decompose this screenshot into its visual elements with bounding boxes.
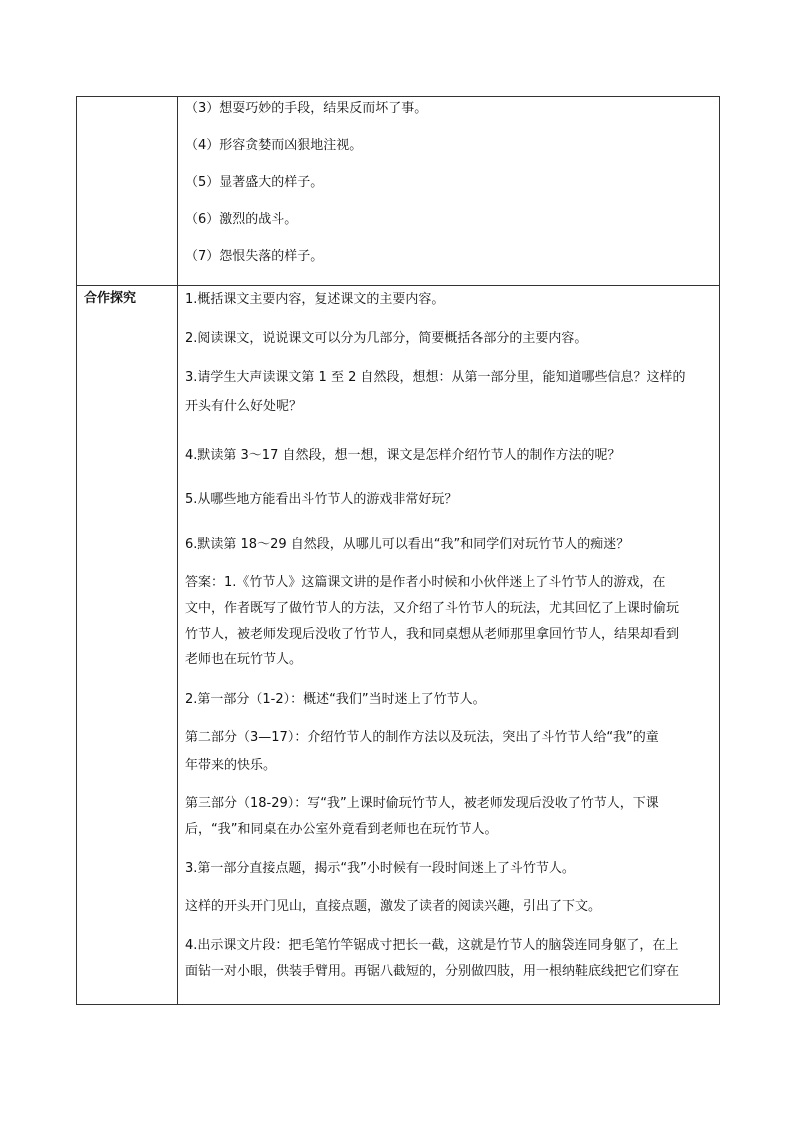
text-line: 2.第一部分（1-2）：概述“我们”当时迷上了竹节人。 xyxy=(185,692,486,707)
text-line: 5.从哪些地方能看出斗竹节人的游戏非常好玩？ xyxy=(185,492,458,507)
text-line: 第三部分（18-29）：写“我”上课时偷玩竹节人，被老师发现后没收了竹节人，下课 xyxy=(185,796,659,811)
text-line: 1.概括课文主要内容，复述课文的主要内容。 xyxy=(185,292,445,307)
text-line: 6.默读第 18～29 自然段，从哪儿可以看出“我”和同学们对玩竹节人的痴迷？ xyxy=(185,537,630,552)
text-line: 竹节人，被老师发现后没收了竹节人，我和同桌想从老师那里拿回竹节人，结果却看到 xyxy=(185,627,680,642)
row2-label-cell xyxy=(77,286,178,1005)
list-item: （4）形容贪婪而凶狠地注视。 xyxy=(185,138,363,153)
lesson-table xyxy=(76,96,720,1005)
text-line: 4.出示课文片段：把毛笔竹竿锯成寸把长一截，这就是竹节人的脑袋连同身躯了，在上 xyxy=(185,938,679,953)
row1-label xyxy=(77,97,177,99)
text-line: 后，“我”和同桌在办公室外竟看到老师也在玩竹节人。 xyxy=(185,822,498,837)
row2-content-cell xyxy=(178,286,720,1005)
text-line: 2.阅读课文，说说课文可以分为几部分，简要概括各部分的主要内容。 xyxy=(185,331,588,346)
text-line: 答案：1.《竹节人》这篇课文讲的是作者小时候和小伙伴迷上了斗竹节人的游戏，在 xyxy=(185,575,666,590)
text-line: 这样的开头开门见山，直接点题，激发了读者的阅读兴趣，引出了下文。 xyxy=(185,899,602,914)
text-line: 3.请学生大声读课文第 1 至 2 自然段，想想：从第一部分里，能知道哪些信息？这样的 xyxy=(185,370,686,385)
section-label-cooperative-inquiry: 合作探究 xyxy=(84,291,137,306)
row1-label-cell xyxy=(77,97,178,286)
text-line: 第二部分（3—17）：介绍竹节人的制作方法以及玩法，突出了斗竹节人给“我”的童 xyxy=(185,730,659,745)
table-row xyxy=(77,97,720,286)
list-item: （7）怨恨失落的样子。 xyxy=(185,249,324,264)
list-item: （5）显著盛大的样子。 xyxy=(185,175,324,190)
list-item: （6）激烈的战斗。 xyxy=(185,212,298,227)
text-line: 老师也在玩竹节人。 xyxy=(185,652,303,667)
list-item: （3）想耍巧妙的手段，结果反而坏了事。 xyxy=(185,101,428,116)
row1-content-cell xyxy=(178,97,720,286)
text-line: 年带来的快乐。 xyxy=(185,758,277,773)
text-line: 文中，作者既写了做竹节人的方法，又介绍了斗竹节人的玩法，尤其回忆了上课时偷玩 xyxy=(185,601,680,616)
text-line: 4.默读第 3～17 自然段，想一想，课文是怎样介绍竹节人的制作方法的呢？ xyxy=(185,448,621,463)
text-line: 3.第一部分直接点题，揭示“我”小时候有一段时间迷上了斗竹节人。 xyxy=(185,861,575,876)
text-line: 开头有什么好处呢？ xyxy=(185,399,303,414)
table-row xyxy=(77,286,720,1005)
text-line: 面钻一对小眼，供装手臂用。再锯八截短的，分别做四肢，用一根纳鞋底线把它们穿在 xyxy=(185,964,680,979)
